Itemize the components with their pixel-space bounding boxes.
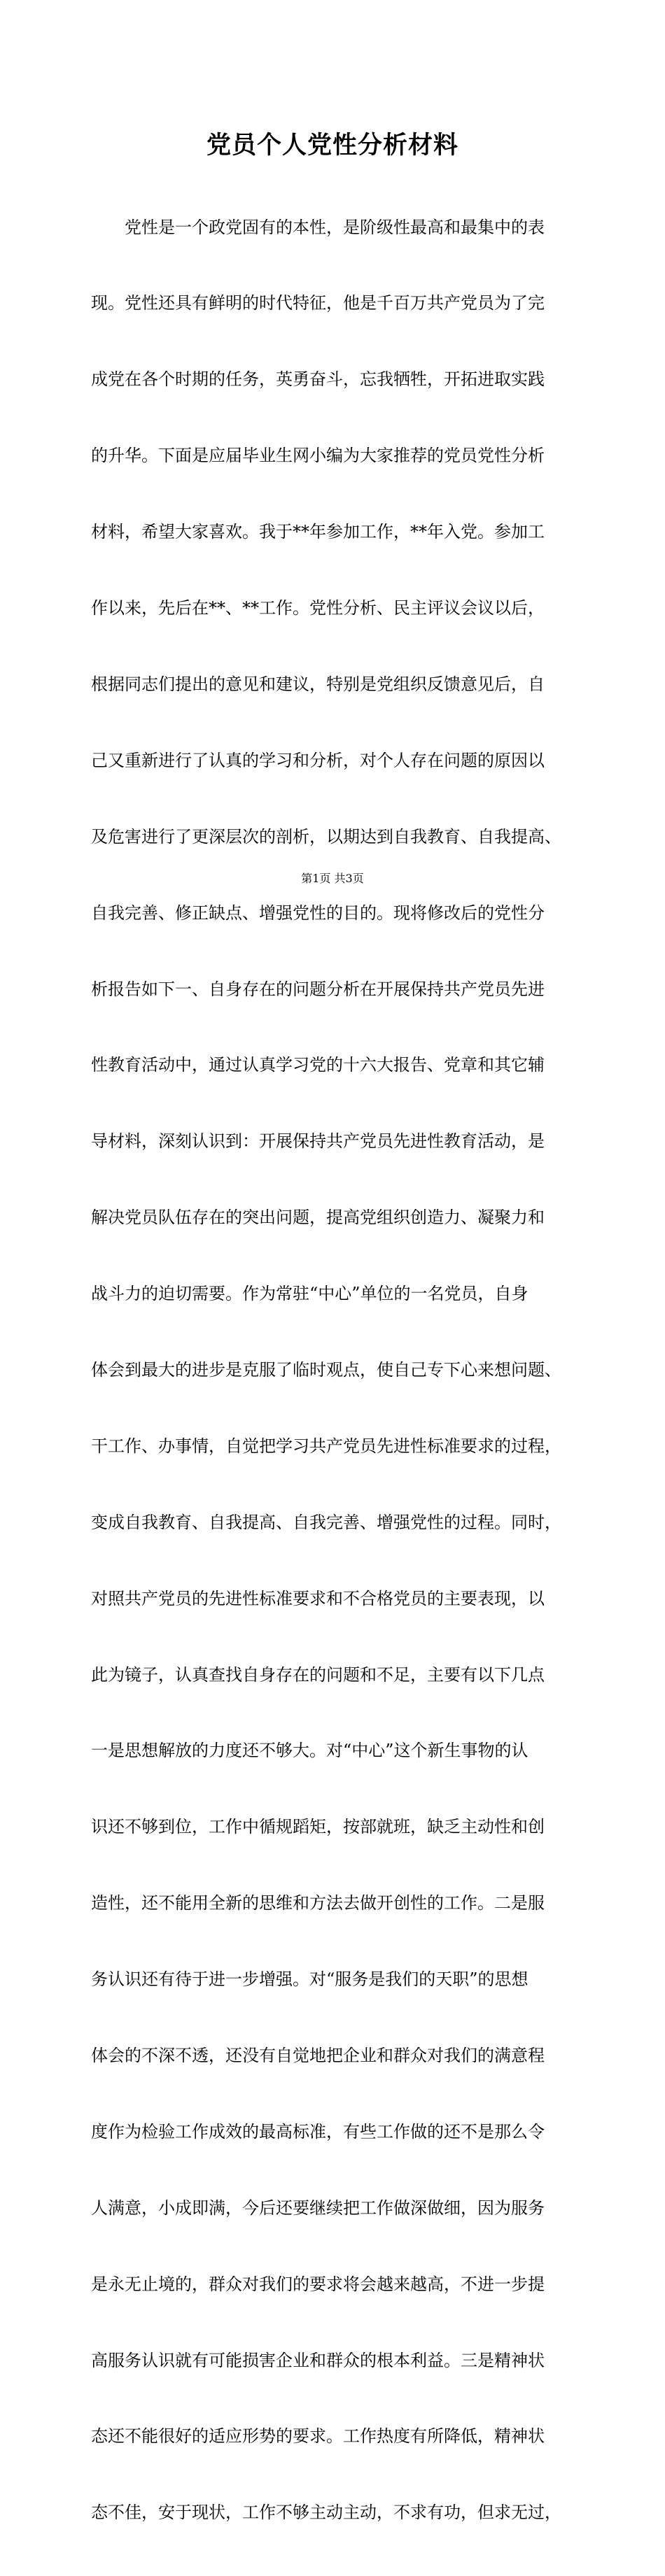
body-line: 性教育活动中，通过认真学习党的十六大报告、党章和其它辅 <box>91 1055 545 1075</box>
body-line: 度作为检验工作成效的最高标准，有些工作做的还不是那么令 <box>91 2121 545 2142</box>
body-line: 作以来，先后在**、**工作。党性分析、民主评议会议以后， <box>91 598 545 618</box>
body-line: 体会到最大的进步是克服了临时观点，使自己专下心来想问题、 <box>91 1359 561 1380</box>
page-footer: 第1页 共3页 <box>301 872 364 885</box>
body-line: 一是思想解放的力度还不够大。对“中心”这个新生事物的认 <box>91 1741 528 1761</box>
body-line: 体会的不深不透，还没有自觉地把企业和群众对我们的满意程 <box>91 2045 545 2065</box>
body-line: 务认识还有待于进一步增强。对“服务是我们的天职”的思想 <box>91 1969 528 1990</box>
body-line: 导材料，深刻认识到：开展保持共产党员先进性教育活动，是 <box>91 1131 545 1152</box>
body-line: 战斗力的迫切需要。作为常驻“中心”单位的一名党员，自身 <box>91 1284 528 1304</box>
document-title: 党员个人党性分析材料 <box>206 131 458 160</box>
body-line: 识还不够到位，工作中循规蹈矩，按部就班，缺乏主动性和创 <box>91 1817 545 1837</box>
body-line: 党性是一个政党固有的本性，是阶级性最高和最集中的表 <box>91 217 545 237</box>
body-line: 材料，希望大家喜欢。我于**年参加工作，**年入党。参加工 <box>91 522 545 542</box>
body-line: 是永无止境的，群众对我们的要求将会越来越高，不进一步提 <box>91 2274 545 2294</box>
body-line: 解决党员队伍存在的突出问题，提高党组织创造力、凝聚力和 <box>91 1208 545 1228</box>
body-line: 及危害进行了更深层次的剖析，以期达到自我教育、自我提高、 <box>91 826 561 847</box>
body-line: 自我完善、修正缺点、增强党性的目的。现将修改后的党性分 <box>91 903 545 923</box>
body-line: 人满意，小成即满，今后还要继续把工作做深做细，因为服务 <box>91 2198 545 2218</box>
body-line: 造性，还不能用全新的思维和方法去做开创性的工作。二是服 <box>91 1893 545 1913</box>
body-line: 高服务认识就有可能损害企业和群众的根本利益。三是精神状 <box>91 2350 545 2370</box>
document-body <box>91 164 574 2576</box>
body-line: 态还不能很好的适应形势的要求。工作热度有所降低，精神状 <box>91 2426 545 2447</box>
body-line: 变成自我教育、自我提高、自我完善、增强党性的过程。同时， <box>91 1512 561 1532</box>
body-line: 态不佳，安于现状，工作不够主动主动，不求有功，但求无过， <box>91 2503 561 2523</box>
body-line: 析报告如下一、自身存在的问题分析在开展保持共产党员先进 <box>91 979 545 999</box>
body-line: 己又重新进行了认真的学习和分析，对个人存在问题的原因以 <box>91 750 545 770</box>
body-line: 现。党性还具有鲜明的时代特征，他是千百万共产党员为了完 <box>91 293 545 313</box>
body-line: 根据同志们提出的意见和建议，特别是党组织反馈意见后，自 <box>91 674 545 694</box>
body-line: 成党在各个时期的任务，英勇奋斗，忘我牺牲，开拓进取实践 <box>91 369 545 390</box>
body-line: 此为镜子，认真查找自身存在的问题和不足，主要有以下几点 <box>91 1664 545 1685</box>
body-line: 对照共产党员的先进性标准要求和不合格党员的主要表现，以 <box>91 1588 545 1608</box>
body-line: 干工作、办事情，自觉把学习共产党员先进性标准要求的过程， <box>91 1436 561 1456</box>
body-line: 的升华。下面是应届毕业生网小编为大家推荐的党员党性分析 <box>91 446 545 466</box>
